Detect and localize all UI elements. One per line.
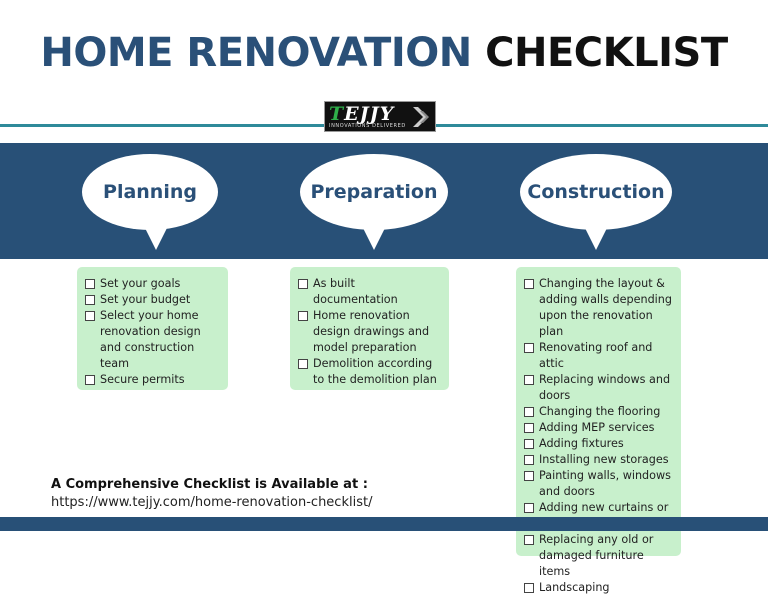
logo-name: EJJY (344, 103, 395, 125)
checkbox[interactable] (524, 423, 534, 433)
logo-tagline: INNOVATIONS DELIVERED (329, 123, 406, 129)
checklist-item[interactable]: Adding new curtains or (524, 500, 675, 532)
checkbox[interactable] (85, 311, 95, 321)
preparation-checklist (290, 267, 449, 390)
checklist-item[interactable]: Changing the layout & adding walls depending upon the renovation plan (524, 276, 675, 340)
checklist-item[interactable]: Secure permits (85, 372, 222, 388)
checkbox[interactable] (85, 279, 95, 289)
title-part-1: HOME RENOVATION (40, 30, 472, 76)
checkbox[interactable] (85, 375, 95, 385)
checklist-item[interactable]: Set your budget (85, 292, 222, 308)
checklist-item[interactable]: Painting walls, windows and doors (524, 468, 675, 500)
checklist-item[interactable]: As built documentation (298, 276, 443, 308)
checkbox[interactable] (524, 455, 534, 465)
checkbox[interactable] (524, 471, 534, 481)
checkbox[interactable] (524, 583, 534, 593)
checklist-item[interactable]: Select your home renovation design and construction team (85, 308, 222, 372)
bubble-tail (584, 226, 608, 250)
checklist-item[interactable]: Adding fixtures (524, 436, 675, 452)
footer-url-link[interactable]: https://www.tejjy.com/home-renovation-checklist/ (51, 495, 373, 510)
checkbox[interactable] (298, 279, 308, 289)
checkbox[interactable] (524, 535, 534, 545)
heading-preparation: Preparation (310, 181, 438, 203)
checkbox[interactable] (524, 343, 534, 353)
checklist-item[interactable]: Home renovation design drawings and model preparation (298, 308, 443, 356)
checklist-item[interactable]: Adding MEP services (524, 420, 675, 436)
heading-construction: Construction (527, 181, 665, 203)
checkbox[interactable] (298, 311, 308, 321)
title-part-2: CHECKLIST (485, 30, 728, 76)
checkbox[interactable] (524, 407, 534, 417)
construction-checklist (516, 267, 681, 594)
checklist-item[interactable]: Set your goals (85, 276, 222, 292)
checkbox[interactable] (524, 279, 534, 289)
checklist-item[interactable]: Installing new storages (524, 452, 675, 468)
checklist-item[interactable]: Demolition according to the demolition plan (298, 356, 443, 388)
bottom-band (0, 517, 768, 531)
logo-initial: T (329, 103, 345, 125)
bubble-planning (82, 154, 218, 230)
checkbox[interactable] (298, 359, 308, 369)
heading-planning: Planning (103, 181, 197, 203)
checkbox[interactable] (524, 375, 534, 385)
checkbox[interactable] (85, 295, 95, 305)
bubble-tail (362, 226, 386, 250)
checkbox[interactable] (524, 439, 534, 449)
tejjy-logo (324, 101, 436, 132)
checklist-item[interactable]: Changing the flooring (524, 404, 675, 420)
bubble-construction (520, 154, 672, 230)
bubble-tail (144, 226, 168, 250)
checklist-item[interactable]: Landscaping (524, 580, 675, 596)
checkbox[interactable] (524, 503, 534, 513)
checklist-item[interactable]: Replacing any old or damaged furniture items (524, 532, 675, 580)
bubble-preparation (300, 154, 448, 230)
chevron-right-icon (409, 105, 433, 129)
footer-heading: A Comprehensive Checklist is Available at : (51, 477, 368, 492)
planning-checklist (77, 267, 228, 390)
checklist-item[interactable]: Replacing windows and doors (524, 372, 675, 404)
page-title (0, 30, 768, 76)
checklist-item[interactable]: Renovating roof and attic (524, 340, 675, 372)
